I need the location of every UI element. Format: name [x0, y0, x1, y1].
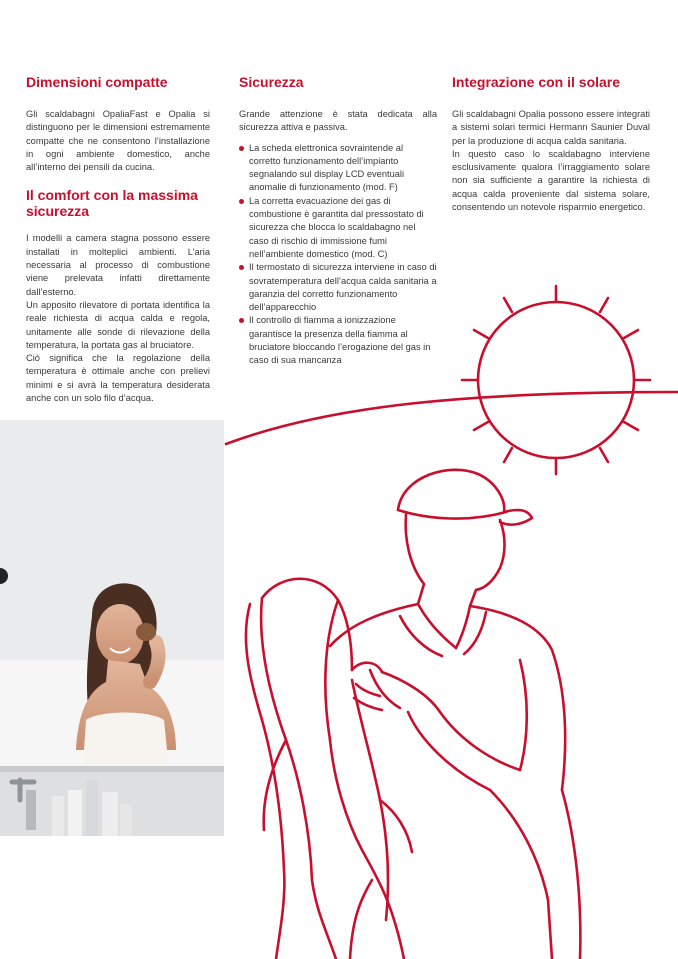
column-solare	[452, 74, 650, 214]
list-item: La scheda elettronica sovraintende al corretto funzionamento dell’impianto segnalando sul display LCD eventuali anomalie di funzionamento (mod. F)	[239, 142, 437, 195]
para-dimensioni: Gli scaldabagni OpaliaFast e Opalia si distinguono per le dimensioni estremamente compatte che ne consentono l’installazione in ogni ambiente domestico, anche all’interno dei pensili da cucina.	[26, 109, 210, 173]
para-solare-1: Gli scaldabagni Opalia possono essere integrati a sistemi solari termici Hermann Saunier Duval per la produzione di acqua calda sanitaria.	[452, 109, 650, 146]
lifestyle-photo	[0, 420, 224, 836]
column-sicurezza	[239, 74, 437, 368]
para-solare-2: In questo caso lo scaldabagno interviene esclusivamente qualora l’irraggiamento solare non sia sufficiente a garantire la richiesta di acqua calda proveniente dal sistema solare, consentendo un notevole risparmio energetico.	[452, 148, 650, 213]
list-item: Il controllo di fiamma a ionizzazione garantisce la presenza della fiamma al bruciatore bloccando l’erogazione del gas in caso di sua mancanza	[239, 314, 437, 367]
heading-dimensioni: Dimensioni compatte	[26, 74, 168, 90]
photo-illustration	[0, 420, 224, 836]
column-dimensioni	[26, 74, 210, 405]
list-item: La corretta evacuazione dei gas di combustione è garantita dal pressostato di sicurezza che blocca lo scaldabagno nel caso di rischio di immissione fumi nell’ambiente domestico (mod. C)	[239, 195, 437, 261]
sicurezza-list	[239, 142, 437, 368]
para-rilevatore: Un apposito rilevatore di portata identifica la reale richiesta di acqua calda e regola, unitamente alle sonde di rilevazione della temperatura, la portata gas al bruciatore.	[26, 299, 210, 350]
para-regolazione: Ciò significa che la regolazione della temperatura è ottimale anche con prelievi minimi e si avrà la temperatura desiderata anche con un solo filo d’acqua.	[26, 353, 210, 404]
technician-figure	[246, 470, 580, 959]
para-sicurezza-intro: Grande attenzione è stata dedicata alla sicurezza attiva e passiva.	[239, 109, 437, 133]
para-camera-stagna: I modelli a camera stagna possono essere installati in molteplici ambienti. L’aria necessaria al processo di combustione viene prelevata infatti direttamente dall’esterno.	[26, 233, 210, 297]
list-item: Il termostato di sicurezza interviene in caso di sovratemperatura dell’acqua calda sanitaria a garanzia del corretto funzionamento dell’apparecchio	[239, 261, 437, 314]
sun-icon	[462, 286, 650, 474]
heading-sicurezza: Sicurezza	[239, 74, 304, 90]
heading-comfort: Il comfort con la massima sicurezza	[26, 187, 198, 220]
heading-solare: Integrazione con il solare	[452, 74, 621, 90]
